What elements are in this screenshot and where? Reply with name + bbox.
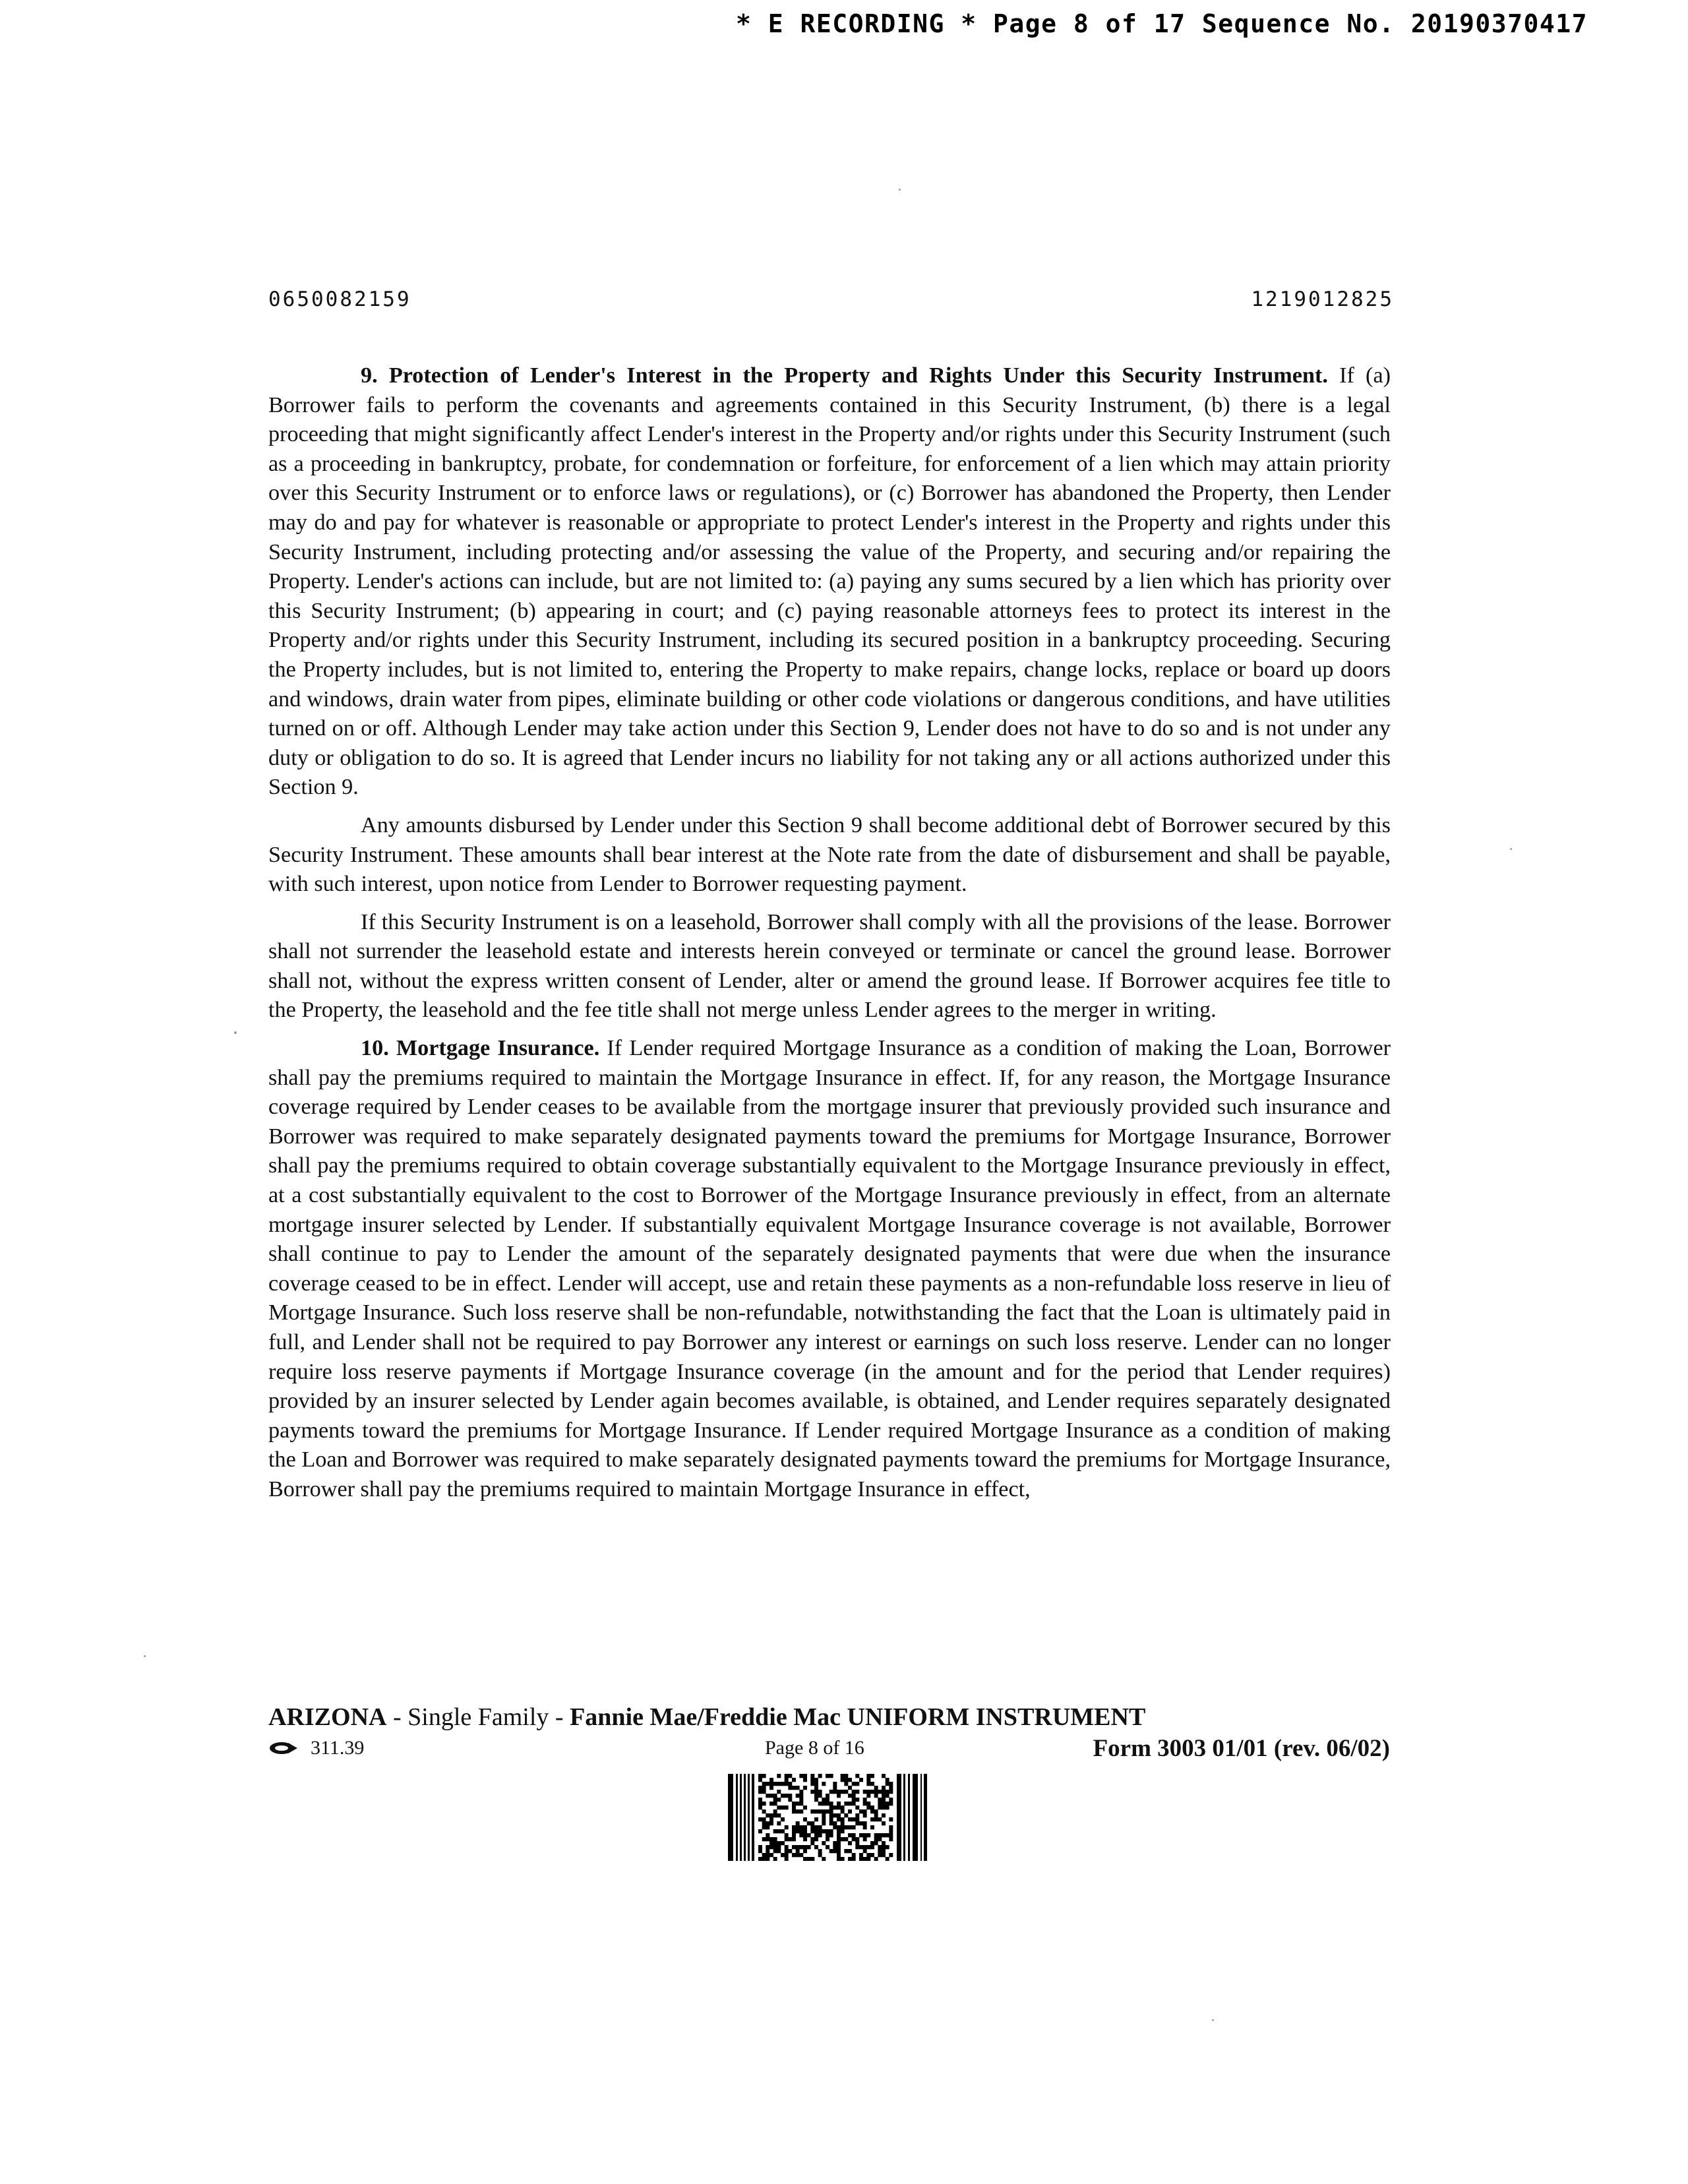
form-code-text: 311.39 (311, 1737, 365, 1759)
footer-form-number: Form 3003 01/01 (rev. 06/02) (1093, 1735, 1390, 1762)
document-body (268, 361, 1391, 1513)
section-10-heading: 10. Mortgage Insurance. (361, 1036, 600, 1061)
recording-stamp: * E RECORDING * Page 8 of 17 Sequence No. 20190370417 (735, 9, 1588, 38)
footer-state: ARIZONA (268, 1703, 387, 1731)
section-9-heading: 9. Protection of Lender's Interest in the Property and Rights Under this Security Instrument. (361, 363, 1328, 388)
loan-number-right: 1219012825 (1251, 288, 1394, 311)
scan-speck (899, 189, 901, 191)
section-10-paragraph-1 (268, 1034, 1391, 1505)
scan-speck (144, 1655, 146, 1657)
section-10-text-1: If Lender required Mortgage Insurance as a condition of making the Loan, Borrower shall pay the premiums required to maintain the Mortgage Insurance in effect. If, for any reason, the Mortgage Insurance coverage required by Lender ceases to be available from the mortgage insurer that previously provided such insurance and Borrower was required to make separately designated payments toward the premiums for Mortgage Insurance, Borrower shall pay the premiums required to obtain coverage substantially equivalent to the Mortgage Insurance previously in effect, at a cost substantially equivalent to the cost to Borrower of the Mortgage Insurance previously in effect, from an alternate mortgage insurer selected by Lender. If substantially equivalent Mortgage Insurance coverage is not available, Borrower shall continue to pay to Lender the amount of the separately designated payments that were due when the insurance coverage ceased to be in effect. Lender will accept, use and retain these payments as a non-refundable loss reserve in lieu of Mortgage Insurance. Such loss reserve shall be non-refundable, notwithstanding the fact that the Loan is ultimately paid in full, and Lender shall not be required to pay Borrower any interest or earnings on such loss reserve. Lender can no longer require loss reserve payments if Mortgage Insurance coverage (in the amount and for the period that Lender requires) provided by an insurer selected by Lender again becomes available, is obtained, and Lender requires separately designated payments toward the premiums for Mortgage Insurance. If Lender required Mortgage Insurance as a condition of making the Loan and Borrower was required to make separately designated payments toward the premiums for Mortgage Insurance, Borrower shall pay the premiums required to maintain Mortgage Insurance in effect, (268, 1036, 1391, 1502)
scan-speck (1212, 2019, 1214, 2021)
footer-separator: - Single Family - (386, 1703, 570, 1731)
section-9-text-1: If (a) Borrower fails to perform the covenants and agreements contained in this Security Instrument, (b) there is a legal proceeding that might significantly affect Lender's interest in the Property and/or rights under this Security Instrument (such as a proceeding in bankruptcy, probate, for condemnation or forfeiture, for enforcement of a lien which may attain priority over this Security Instrument or to enforce laws or regulations), or (c) Borrower has abandoned the Property, then Lender may do and pay for whatever is reasonable or appropriate to protect Lender's interest in the Property and rights under this Security Instrument, including protecting and/or assessing the value of the Property, and securing and/or repairing the Property. Lender's actions can include, but are not limited to: (a) paying any sums secured by a lien which has priority over this Security Instrument; (b) appearing in court; and (c) paying reasonable attorneys fees to protect its interest in the Property and/or rights under this Security Instrument, including its secured position in a bankruptcy proceeding. Securing the Property includes, but is not limited to, entering the Property to make repairs, change locks, replace or board up doors and windows, drain water from pipes, eliminate building or other code violations or dangerous conditions, and have utilities turned on or off. Although Lender may take action under this Section 9, Lender does not have to do so and is not under any duty or obligation to do so. It is agreed that Lender incurs no liability for not taking any or all actions authorized under this Section 9. (268, 363, 1391, 800)
vmp-logo-icon (268, 1740, 299, 1756)
scan-speck (1510, 848, 1512, 850)
footer-page-number: Page 8 of 16 (765, 1737, 864, 1759)
section-9-paragraph-3: If this Security Instrument is on a leasehold, Borrower shall comply with all the provisions of the lease. Borrower shall not surrender the leasehold estate and interests herein conveyed or terminate or cancel the ground lease. Borrower shall not, without the express written consent of Lender, alter or amend the ground lease. If Borrower acquires fee title to the Property, the leasehold and the fee title shall not merge unless Lender agrees to the merger in writing. (268, 909, 1391, 1023)
section-9-paragraph-2: Any amounts disbursed by Lender under this Section 9 shall become additional debt of Borrower secured by this Security Instrument. These amounts shall bear interest at the Note rate from the date of disbursement and shall be payable, with such interest, upon notice from Lender to Borrower requesting payment. (268, 812, 1391, 897)
section-9-paragraph-1 (268, 361, 1391, 803)
footer-form-code (268, 1737, 364, 1759)
scan-speck (234, 1031, 237, 1034)
barcode-icon (728, 1774, 927, 1861)
footer-title (268, 1703, 1145, 1732)
footer-instrument: Fannie Mae/Freddie Mac UNIFORM INSTRUMENT (570, 1703, 1146, 1731)
loan-number-left: 0650082159 (268, 288, 411, 311)
